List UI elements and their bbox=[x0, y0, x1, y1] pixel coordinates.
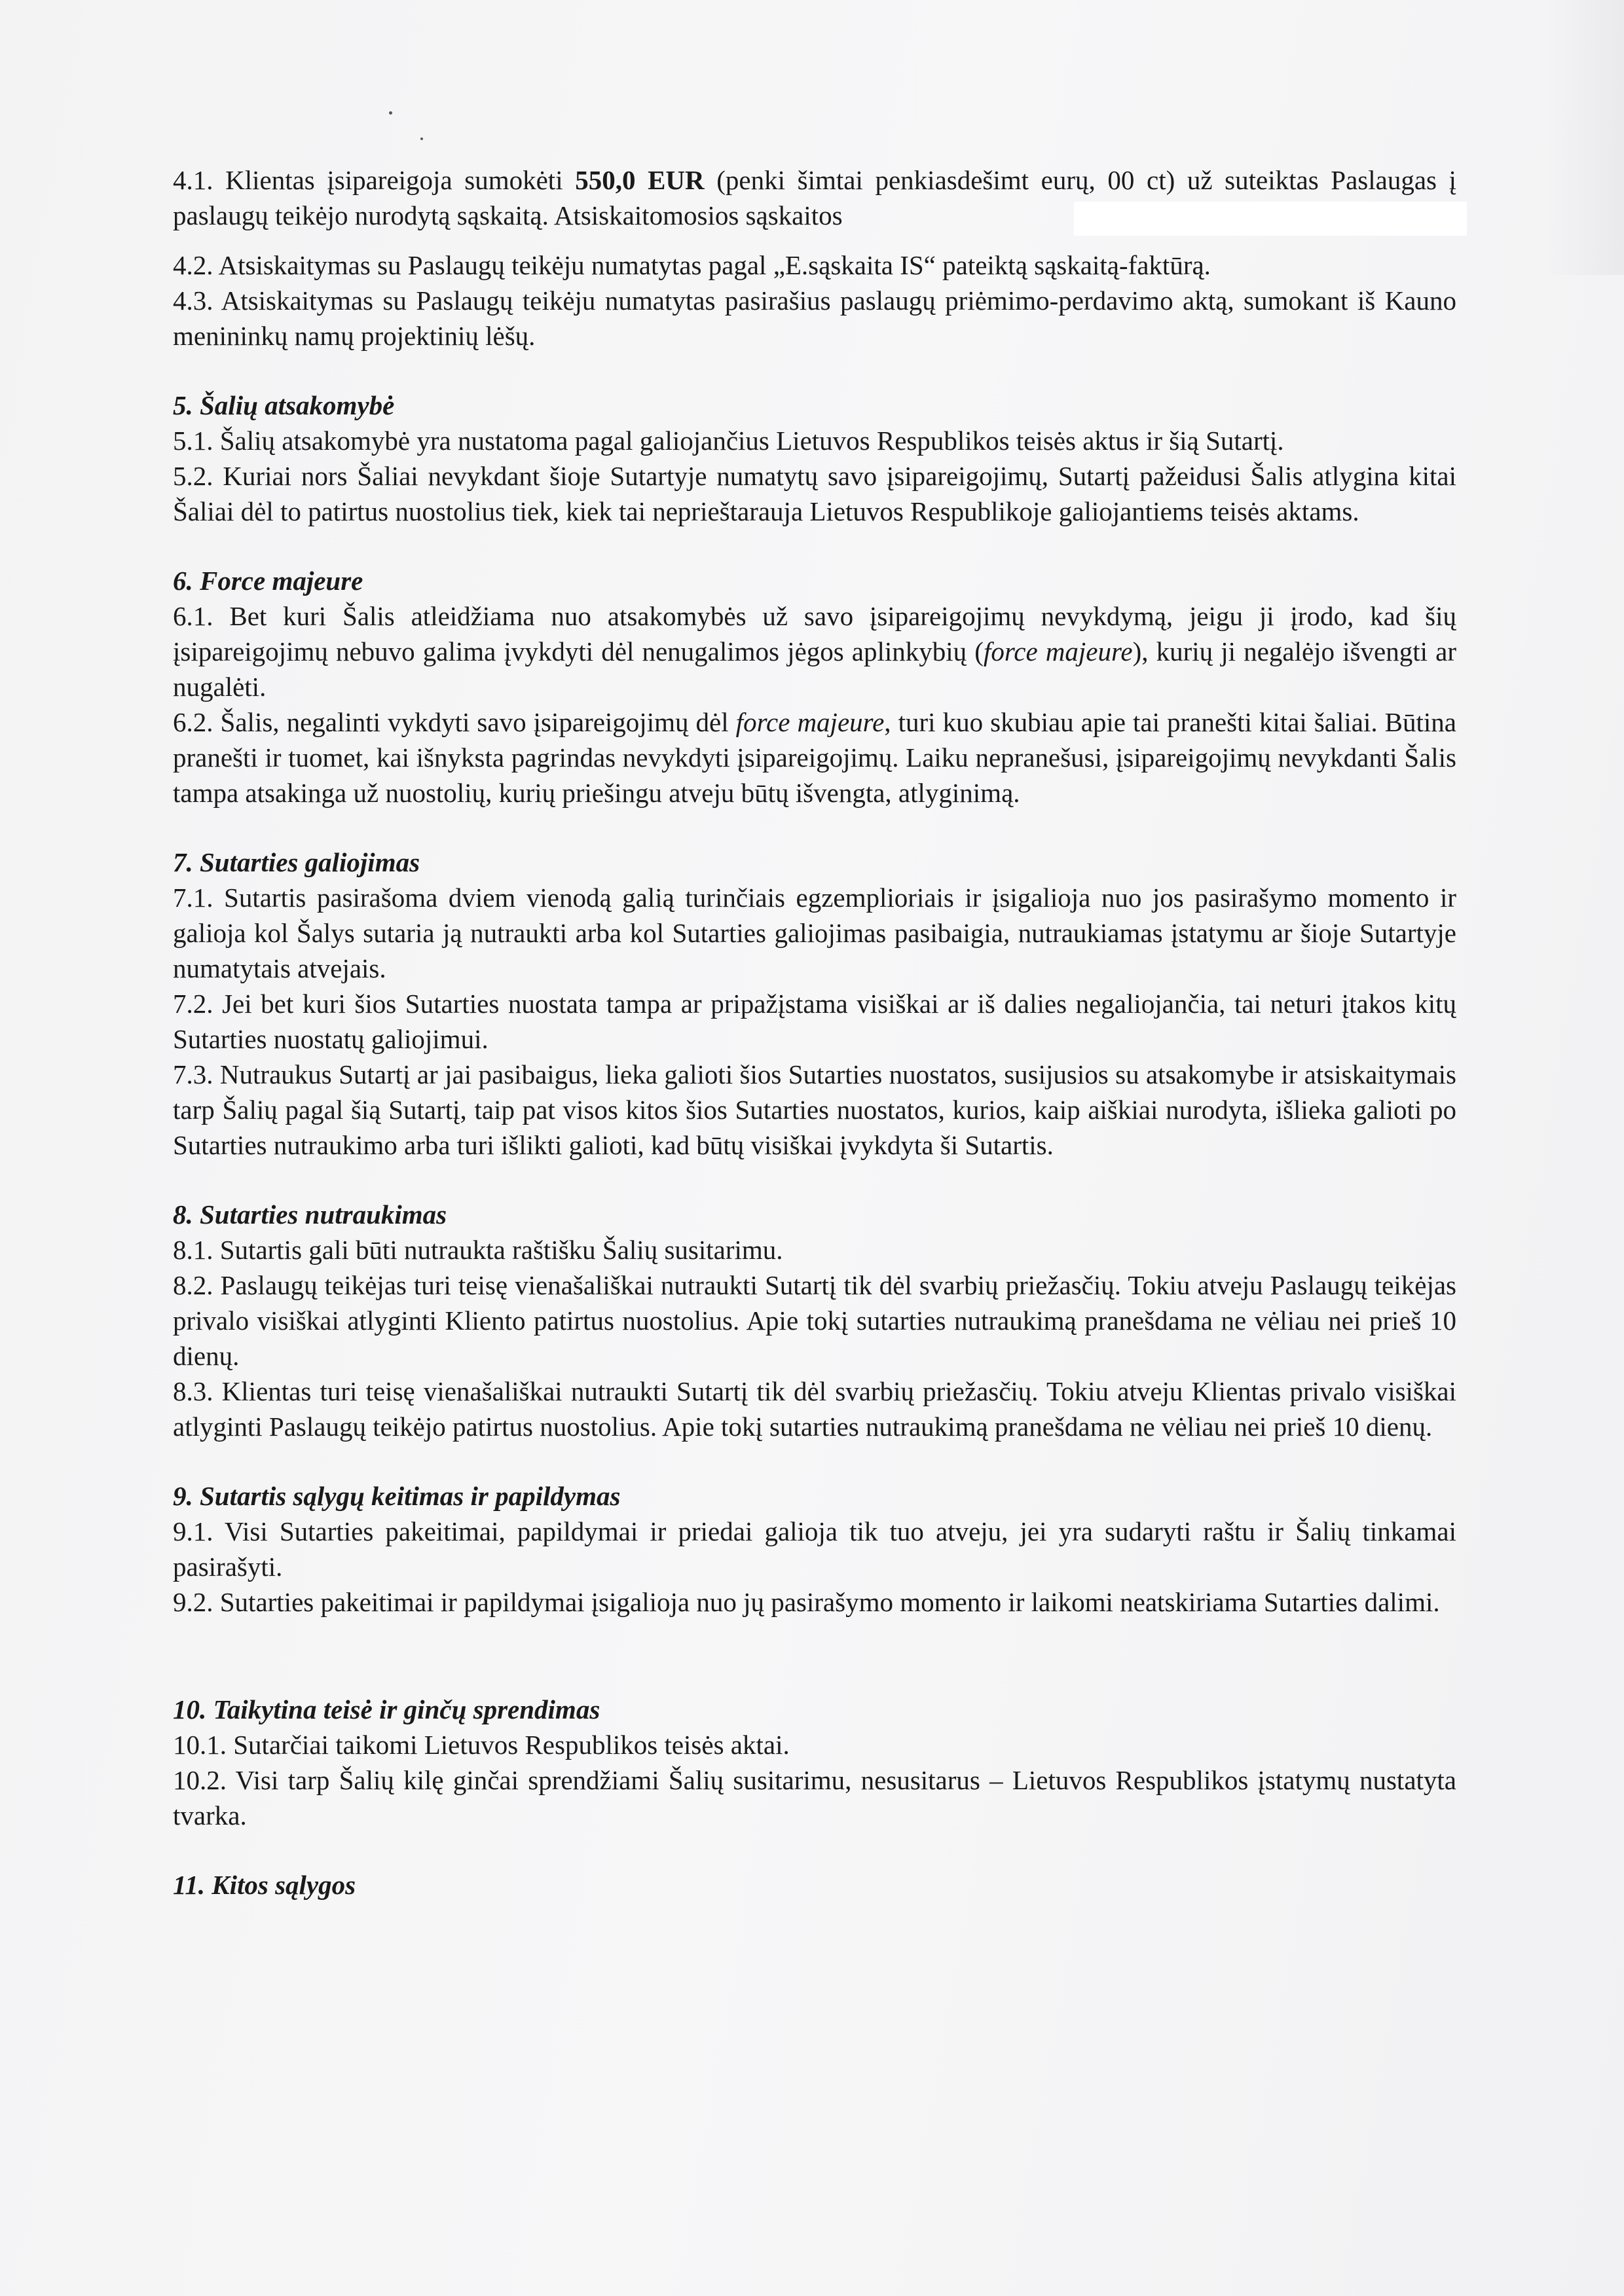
scan-speck bbox=[420, 137, 423, 140]
clause-10-2: 10.2. Visi tarp Šalių kilę ginčai sprendžiami Šalių susitarimu, nesusitarus – Lietuvos Respublikos įstatymų nustatyta tvarka. bbox=[173, 1765, 1456, 1831]
section-6-heading: 6. Force majeure bbox=[173, 566, 363, 596]
clause-9-1: 9.1. Visi Sutarties pakeitimai, papildymai ir priedai galioja tik tuo atveju, jei yra sudaryti raštu ir Šalių tinkamai pasirašyti. bbox=[173, 1516, 1456, 1582]
clause-8-1: 8.1. Sutartis gali būti nutraukta raštišku Šalių susitarimu. bbox=[173, 1235, 783, 1265]
clause-7-3: 7.3. Nutraukus Sutartį ar jai pasibaigus, lieka galioti šios Sutarties nuostatos, susijusios su atsakomybe ir atsiskaitymais tarp Šalių pagal šią Sutartį, taip pat visos kitos šios Sutarties nuostatos, kurios, kaip aiškiai nurodyta, išlieka galioti po Sutarties nutraukimo arba turi išlikti galioti, kad būtų visiškai įvykdyta ši Sutartis. bbox=[173, 1059, 1456, 1160]
scan-speck bbox=[389, 111, 392, 115]
clause-7-1: 7.1. Sutartis pasirašoma dviem vienodą galią turinčiais egzemplioriais ir įsigalioja nuo jos pasirašymo momento ir galioja kol Šalys sutaria ją nutraukti arba kol Sutarties galiojimas pasibaigia, nutraukiamas įstatymu ar šioje Sutartyje numatytais atvejais. bbox=[173, 883, 1456, 983]
section-8-heading: 8. Sutarties nutraukimas bbox=[173, 1199, 447, 1230]
clause-5-1: 5.1. Šalių atsakomybė yra nustatoma pagal galiojančius Lietuvos Respublikos teisės aktus ir šią Sutartį. bbox=[173, 426, 1284, 456]
clause-5-2: 5.2. Kuriai nors Šaliai nevykdant šioje Sutartyje numatytų savo įsipareigojimų, Sutartį pažeidusi Šalis atlygina kitai Šaliai dėl to patirtus nuostolius tiek, kiek tai neprieštarauja Lietuvos Respublikoje galiojantiems teisės aktams. bbox=[173, 461, 1456, 526]
clause-8-2: 8.2. Paslaugų teikėjas turi teisę vienašališkai nutraukti Sutartį tik dėl svarbių priežasčių. Tokiu atveju Paslaugų teikėjas privalo visiškai atlyginti Kliento patirtus nuostolius. Apie tokį sutarties nutraukimą pranešdama ne vėliau nei prieš 10 dienų. bbox=[173, 1270, 1456, 1371]
redacted-account-number bbox=[1074, 202, 1467, 236]
clause-4-2: 4.2. Atsiskaitymas su Paslaugų teikėju numatytas pagal „E.sąskaita IS“ pateiktą sąskaitą-faktūrą. bbox=[173, 250, 1211, 280]
clause-6-2: 6.2. Šalis, negalinti vykdyti savo įsipareigojimų dėl force majeure, turi kuo skubiau apie tai pranešti kitai šaliai. Būtina pranešti ir tuomet, kai išnyksta pagrindas nevykdyti įsipareigojimų. Laiku nepranešusi, įsipareigojimų nevykdanti Šalis tampa atsakinga už nuostolių, kurių priešingu atveju būtų išvengta, atlyginimą. bbox=[173, 707, 1456, 808]
clause-10-1: 10.1. Sutarčiai taikomi Lietuvos Respublikos teisės aktai. bbox=[173, 1730, 790, 1760]
clause-6-1: 6.1. Bet kuri Šalis atleidžiama nuo atsakomybės už savo įsipareigojimų nevykdymą, jeigu ji įrodo, kad šių įsipareigojimų nebuvo galima įvykdyti dėl nenugalimos jėgos aplinkybių (force majeure), kurių ji negalėjo išvengti ar nugalėti. bbox=[173, 601, 1456, 702]
page-fold-shadow bbox=[1545, 0, 1624, 275]
clause-9-2: 9.2. Sutarties pakeitimai ir papildymai įsigalioja nuo jų pasirašymo momento ir laikomi neatskiriama Sutarties dalimi. bbox=[173, 1587, 1440, 1617]
clause-4-3: 4.3. Atsiskaitymas su Paslaugų teikėju numatytas pasirašius paslaugų priėmimo-perdavimo aktą, sumokant iš Kauno menininkų namų projektinių lėšų. bbox=[173, 285, 1456, 351]
payment-amount: 550,0 EUR bbox=[575, 165, 705, 195]
section-11-heading: 11. Kitos sąlygos bbox=[173, 1870, 356, 1900]
clause-4-1: 4.1. Klientas įsipareigoja sumokėti 550,0 EUR (penki šimtai penkiasdešimt eurų, 00 ct) už suteiktas Paslaugas į paslaugų teikėjo nurodytą sąskaitą. Atsiskaitomosios sąskaitos bbox=[173, 165, 1456, 230]
clause-8-3: 8.3. Klientas turi teisę vienašališkai nutraukti Sutartį tik dėl svarbių priežasčių. Tokiu atveju Klientas privalo visiškai atlyginti Paslaugų teikėjo patirtus nuostolius. Apie tokį sutarties nutraukimą pranešdama ne vėliau nei prieš 10 dienų. bbox=[173, 1376, 1456, 1442]
section-9-heading: 9. Sutartis sąlygų keitimas ir papildymas bbox=[173, 1481, 621, 1511]
contract-text bbox=[173, 162, 1456, 1903]
clause-7-2: 7.2. Jei bet kuri šios Sutarties nuostata tampa ar pripažįstama visiškai ar iš dalies negaliojančia, tai neturi įtakos kitų Sutarties nuostatų galiojimui. bbox=[173, 989, 1456, 1054]
section-7-heading: 7. Sutarties galiojimas bbox=[173, 847, 420, 877]
section-5-heading: 5. Šalių atsakomybė bbox=[173, 390, 395, 420]
section-10-heading: 10. Taikytina teisė ir ginčų sprendimas bbox=[173, 1694, 600, 1724]
